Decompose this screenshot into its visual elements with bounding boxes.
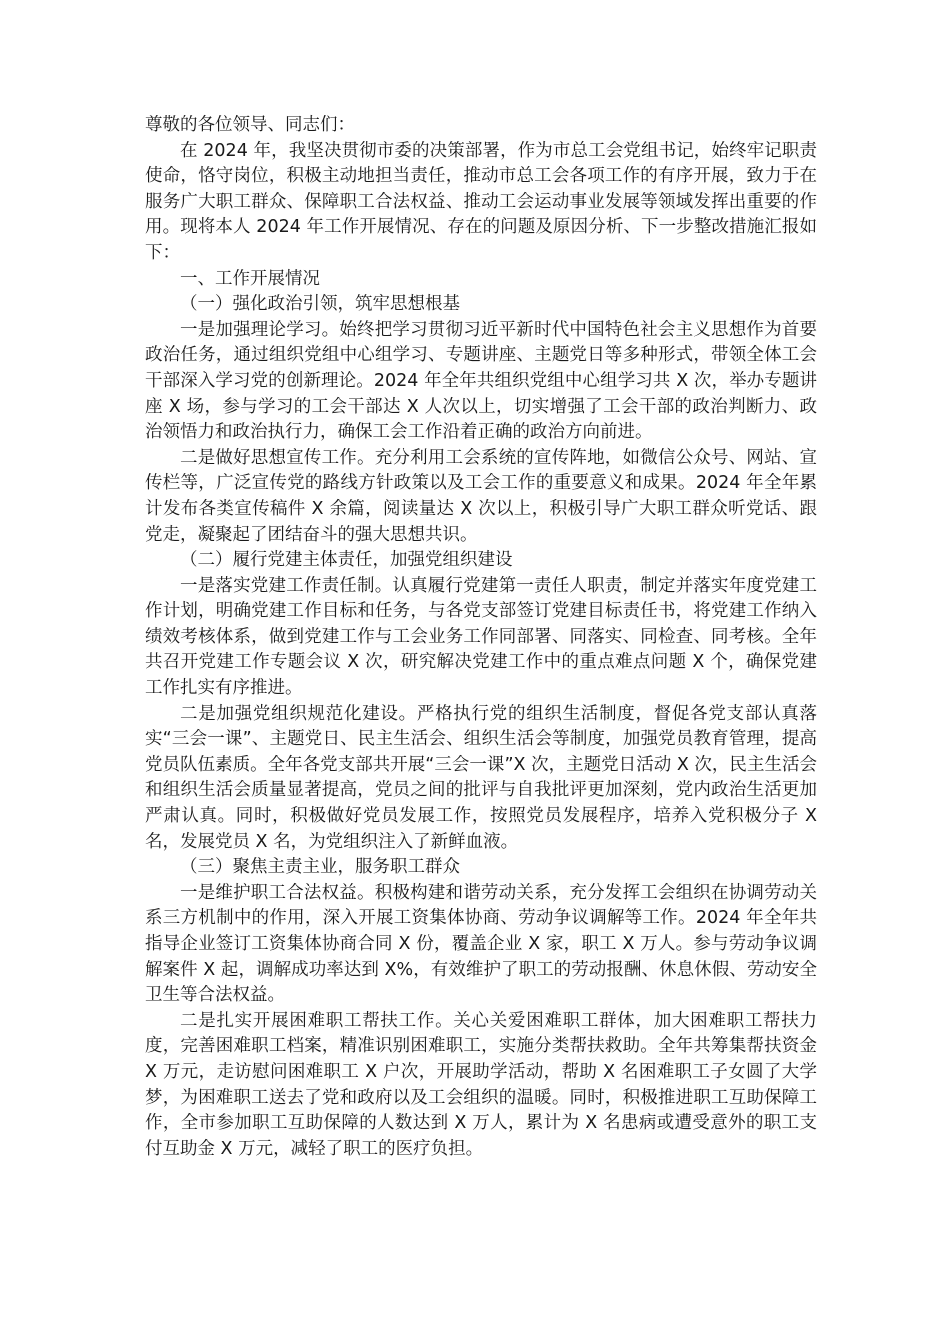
subsection-heading-serve-workers: （三）聚焦主责主业，服务职工群众: [180, 857, 460, 878]
document-body: [145, 113, 817, 1162]
paragraph-responsibility-system: 一是落实党建工作责任制。认真履行党建第一责任人职责，制定并落实年度党建工作计划，明确党建工作目标和任务，与各党支部签订党建目标责任书，将党建工作纳入绩效考核体系，做到党建工作与工会业务工作同部署、同落实、同检查、同考核。全年共召开党建工作专题会议 X 次，研究解决党建工作中的重点难点问题 X 个，确保党建工作扎实有序推进。: [145, 575, 817, 699]
section-heading-work-status: 一、工作开展情况: [180, 268, 320, 289]
paragraph-assistance-work: 二是扎实开展困难职工帮扶工作。关心关爱困难职工群体，加大困难职工帮扶力度，完善困难职工档案，精准识别困难职工，实施分类帮扶救助。全年共筹集帮扶资金 X 万元，走访慰问困难职工 X 户次，开展助学活动，帮助 X 名困难职工子女圆了大学梦，为困难职工送去了党和政府以及工会组织的温暖。同时，积极推进职工互助保障工作，全市参加职工互助保障的人数达到 X 万人，累计为 X 名患病或遭受意外的职工支付互助金 X 万元，减轻了职工的医疗负担。: [145, 1010, 817, 1159]
paragraph-worker-rights: 一是维护职工合法权益。积极构建和谐劳动关系，充分发挥工会组织在协调劳动关系三方机制中的作用，深入开展工资集体协商、劳动争议调解等工作。2024 年全年共指导企业签订工资集体协商合同 X 份，覆盖企业 X 家，职工 X 万人。参与劳动争议调解案件 X 起，调解成功率达到 X%，有效维护了职工的劳动报酬、休息休假、劳动安全卫生等合法权益。: [145, 882, 817, 1006]
subsection-heading-political-guidance: （一）强化政治引领，筑牢思想根基: [180, 294, 460, 315]
paragraph-theory-study: 一是加强理论学习。始终把学习贯彻习近平新时代中国特色社会主义思想作为首要政治任务，通过组织党组中心组学习、专题讲座、主题党日等多种形式，带领全体工会干部深入学习党的创新理论。2024 年全年共组织党组中心组学习共 X 次，举办专题讲座 X 场，参与学习的工会干部达 X 人次以上，切实增强了工会干部的政治判断力、政治领悟力和政治执行力，确保工会工作沿着正确的政治方向前进。: [145, 319, 817, 443]
subsection-heading-party-building: （二）履行党建主体责任，加强党组织建设: [180, 550, 513, 571]
salutation: 尊敬的各位领导、同志们：: [145, 115, 355, 135]
intro-paragraph: 在 2024 年，我坚决贯彻市委的决策部署，作为市总工会党组书记，始终牢记职责使命，恪守岗位，积极主动地担当责任，推动市总工会各项工作的有序开展，致力于在服务广大职工群众、保障职工合法权益、推动工会运动事业发展等领域发挥出重要的作用。现将本人 2024 年工作开展情况、存在的问题及原因分析、下一步整改措施汇报如下：: [145, 140, 817, 263]
paragraph-standardization: 二是加强党组织规范化建设。严格执行党的组织生活制度，督促各党支部认真落实“三会一课”、主题党日、民主生活会、组织生活会等制度，加强党员教育管理，提高党员队伍素质。全年各党支部共开展“三会一课”X 次，主题党日活动 X 次，民主生活会和组织生活会质量显著提高，党员之间的批评与自我批评更加深刻，党内政治生活更加严肃认真。同时，积极做好党员发展工作，按照党员发展程序，培养入党积极分子 X 名，发展党员 X 名，为党组织注入了新鲜血液。: [145, 703, 817, 852]
paragraph-publicity-work: 二是做好思想宣传工作。充分利用工会系统的宣传阵地，如微信公众号、网站、宣传栏等，广泛宣传党的路线方针政策以及工会工作的重要意义和成果。2024 年全年累计发布各类宣传稿件 X 余篇，阅读量达 X 次以上，积极引导广大职工群众听党话、跟党走，凝聚起了团结奋斗的强大思想共识。: [145, 447, 817, 545]
